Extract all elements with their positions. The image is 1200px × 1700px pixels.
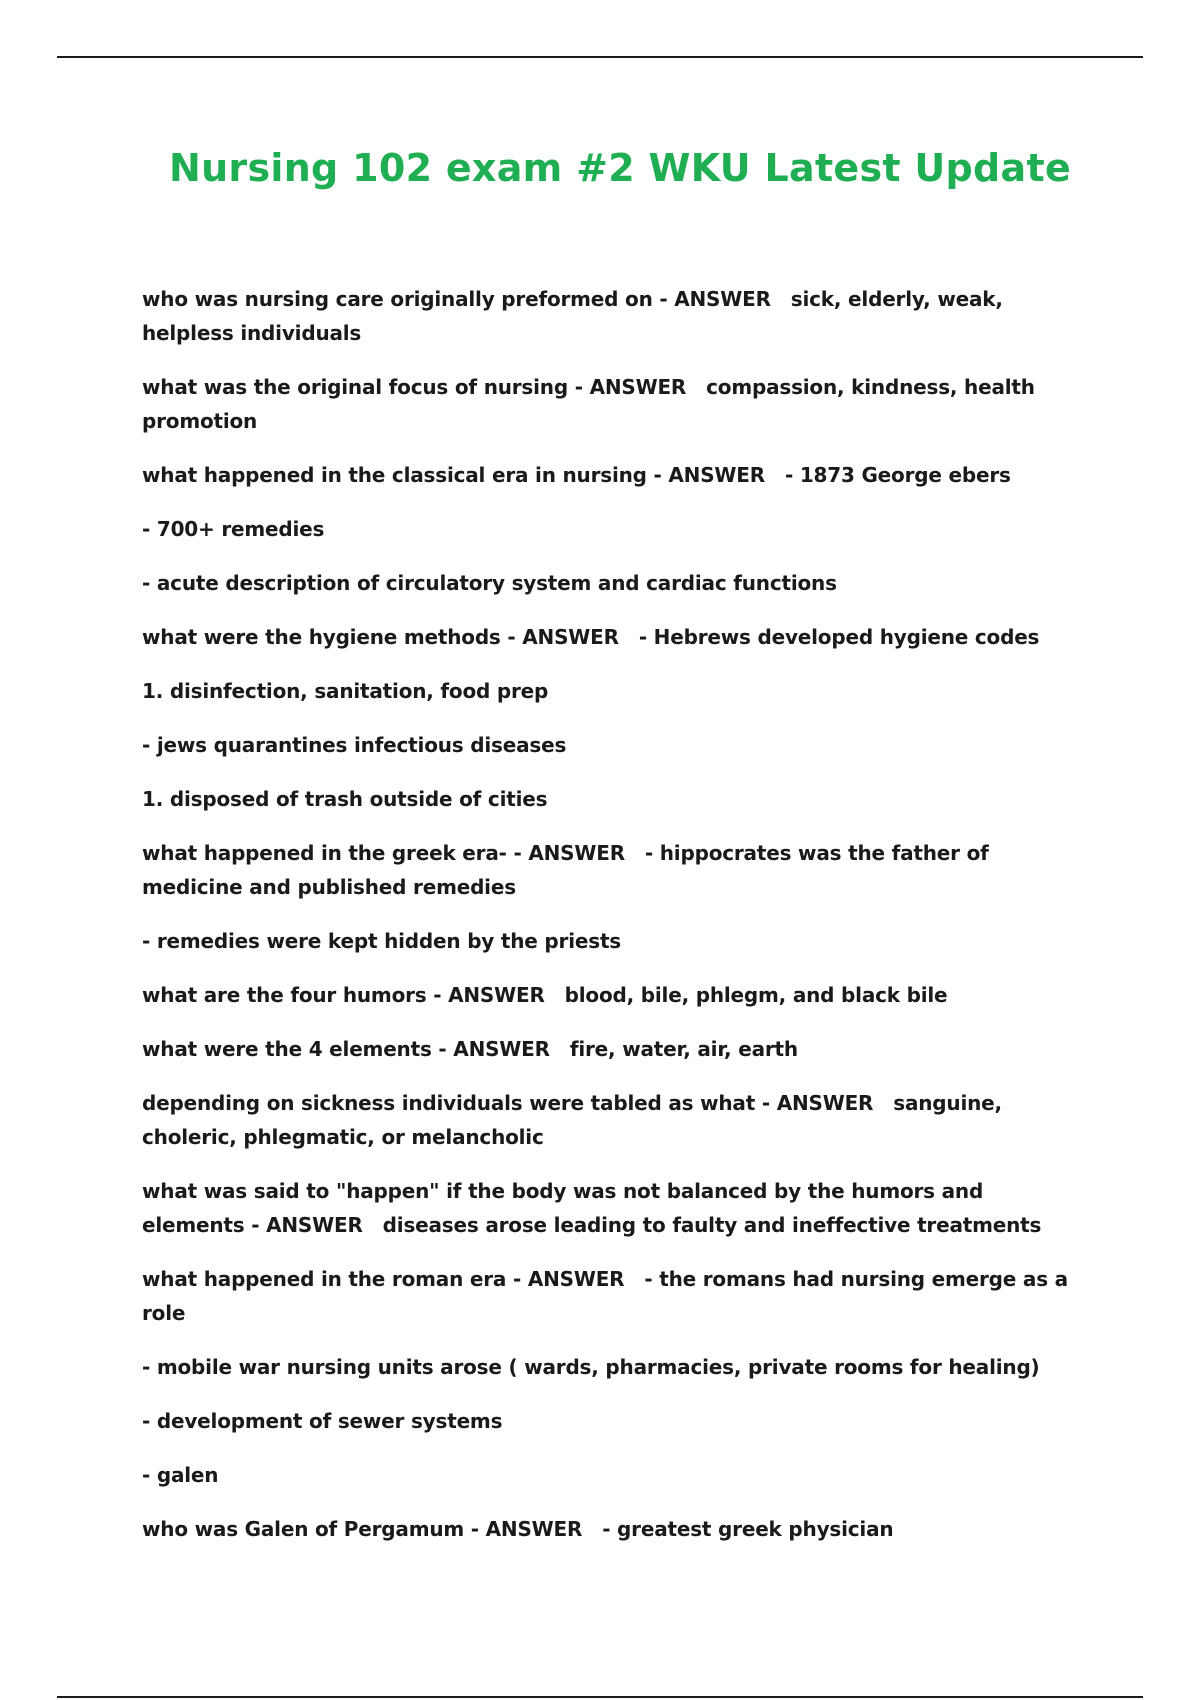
qa-list bbox=[142, 282, 1082, 1566]
qa-entry bbox=[142, 1262, 1082, 1330]
answer-text: - greatest greek physician bbox=[602, 1517, 894, 1541]
answer-continuation bbox=[142, 1458, 1082, 1492]
qa-entry bbox=[142, 620, 1082, 654]
answer-continuation bbox=[142, 566, 1082, 600]
question-text: what were the 4 elements - ANSWER bbox=[142, 1037, 550, 1061]
answer-continuation bbox=[142, 674, 1082, 708]
answer-text: diseases arose leading to faulty and ineffective treatments bbox=[382, 1213, 1042, 1237]
question-text: who was nursing care originally preformed on - ANSWER bbox=[142, 287, 771, 311]
answer-text: blood, bile, phlegm, and black bile bbox=[564, 983, 948, 1007]
qa-entry bbox=[142, 978, 1082, 1012]
qa-entry bbox=[142, 836, 1082, 904]
qa-entry bbox=[142, 1512, 1082, 1546]
qa-entry bbox=[142, 458, 1082, 492]
answer-continuation bbox=[142, 512, 1082, 546]
answer-continuation bbox=[142, 728, 1082, 762]
question-text: depending on sickness individuals were tabled as what - ANSWER bbox=[142, 1091, 874, 1115]
document-title: Nursing 102 exam #2 WKU Latest Update bbox=[168, 146, 1072, 190]
answer-continuation bbox=[142, 782, 1082, 816]
answer-continuation bbox=[142, 924, 1082, 958]
answer-text: - 700+ remedies bbox=[142, 517, 325, 541]
answer-text: - remedies were kept hidden by the priests bbox=[142, 929, 622, 953]
answer-text: sanguine, choleric, phlegmatic, or melancholic bbox=[142, 1091, 1002, 1149]
bottom-divider bbox=[57, 1696, 1143, 1698]
answer-text: 1. disposed of trash outside of cities bbox=[142, 787, 548, 811]
question-text: what was said to "happen" if the body was not balanced by the humors and elements - ANSWER bbox=[142, 1179, 984, 1237]
answer-text: compassion, kindness, health promotion bbox=[142, 375, 1035, 433]
question-text: what happened in the roman era - ANSWER bbox=[142, 1267, 625, 1291]
answer-text: - Hebrews developed hygiene codes bbox=[638, 625, 1040, 649]
answer-text: - mobile war nursing units arose ( wards, pharmacies, private rooms for healing) bbox=[142, 1355, 1040, 1379]
answer-text: - galen bbox=[142, 1463, 219, 1487]
question-text: what happened in the classical era in nursing - ANSWER bbox=[142, 463, 765, 487]
answer-text: - jews quarantines infectious diseases bbox=[142, 733, 567, 757]
question-text: what was the original focus of nursing - ANSWER bbox=[142, 375, 687, 399]
answer-text: sick, elderly, weak, helpless individuals bbox=[142, 287, 1003, 345]
answer-text: fire, water, air, earth bbox=[569, 1037, 798, 1061]
question-text: what happened in the greek era- - ANSWER bbox=[142, 841, 625, 865]
question-text: what are the four humors - ANSWER bbox=[142, 983, 545, 1007]
answer-text: - acute description of circulatory system and cardiac functions bbox=[142, 571, 837, 595]
qa-entry bbox=[142, 1174, 1082, 1242]
qa-entry bbox=[142, 1032, 1082, 1066]
answer-text: - the romans had nursing emerge as a role bbox=[142, 1267, 1068, 1325]
answer-continuation bbox=[142, 1350, 1082, 1384]
answer-text: - development of sewer systems bbox=[142, 1409, 503, 1433]
qa-entry bbox=[142, 370, 1082, 438]
answer-text: 1. disinfection, sanitation, food prep bbox=[142, 679, 549, 703]
question-text: what were the hygiene methods - ANSWER bbox=[142, 625, 619, 649]
top-divider bbox=[57, 56, 1143, 58]
question-text: who was Galen of Pergamum - ANSWER bbox=[142, 1517, 583, 1541]
qa-entry bbox=[142, 282, 1082, 350]
answer-text: - 1873 George ebers bbox=[784, 463, 1011, 487]
qa-entry bbox=[142, 1086, 1082, 1154]
answer-continuation bbox=[142, 1404, 1082, 1438]
answer-text: - hippocrates was the father of medicine and published remedies bbox=[142, 841, 989, 899]
